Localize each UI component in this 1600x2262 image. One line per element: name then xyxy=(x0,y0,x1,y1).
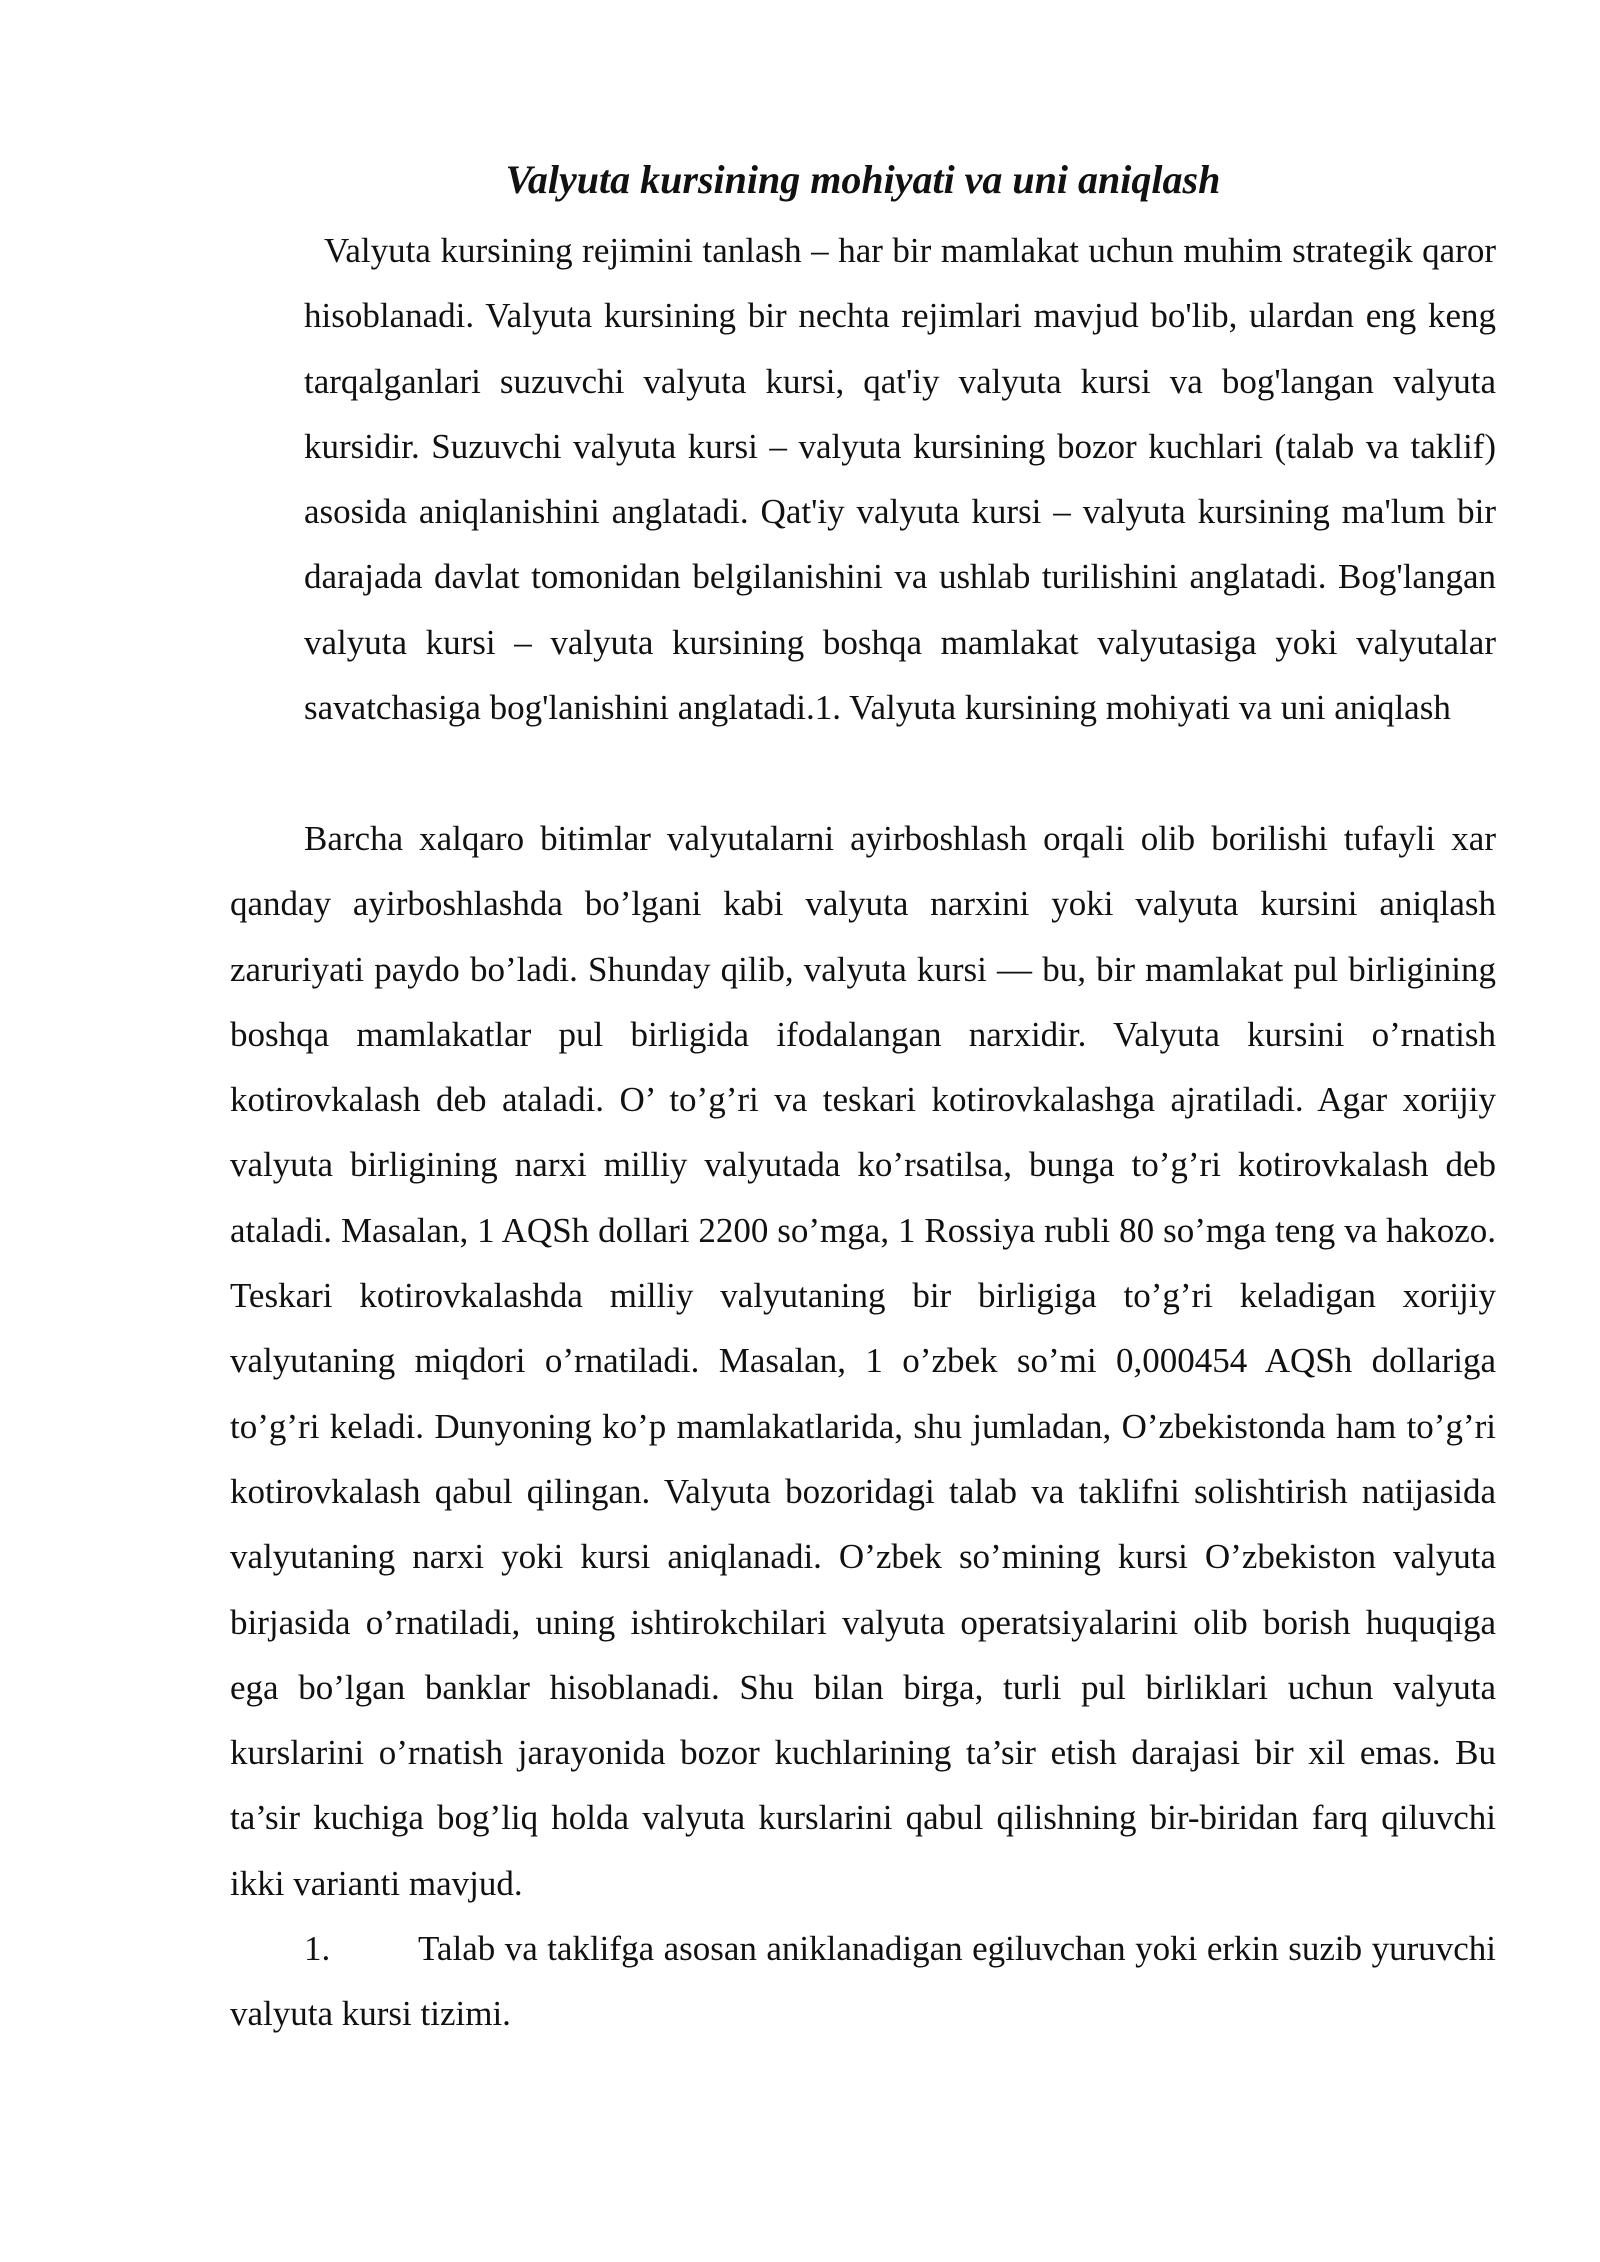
main-block xyxy=(230,806,1496,2047)
document-title: Valyuta kursining mohiyati va uni aniqlash xyxy=(505,157,1221,202)
main-paragraph: Barcha xalqaro bitimlar valyutalarni ayirboshlash orqali olib borilishi tufayli xar qanday ayirboshlashda bo’lgani kabi valyuta narxini yoki valyuta kursini aniqlash zaruriyati paydo bo’ladi. Shunday qilib, valyuta kursi — bu, bir mamlakat pul birligining boshqa mamlakatlar pul birligida ifodalangan narxidir. Valyuta kursini o’rnatish kotirovkalash deb ataladi. O’ to’g’ri va teskari kotirovkalashga ajratiladi. Agar xorijiy valyuta birligining narxi milliy valyutada ko’rsatilsa, bunga to’g’ri kotirovkalash deb ataladi. Masalan, 1 AQSh dollari 2200 so’mga, 1 Rossiya rubli 80 so’mga teng va hakozo. Teskari kotirovkalashda milliy valyutaning bir birligiga to’g’ri keladigan xorijiy valyutaning miqdori o’rnatiladi. Masalan, 1 o’zbek so’mi 0,000454 AQSh dollariga to’g’ri keladi. Dunyoning ko’p mamlakatlarida, shu jumladan, O’zbekistonda ham to’g’ri kotirovkalash qabul qilingan. Valyuta bozoridagi talab va taklifni solishtirish natijasida valyutaning narxi yoki kursi aniqlanadi. O’zbek so’mining kursi O’zbekiston valyuta birjasida o’rnatiladi, uning ishtirokchilari valyuta operatsiyalarini olib borish huquqiga ega bo’lgan banklar hisoblanadi. Shu bilan birga, turli pul birliklari uchun valyuta kurslarini o’rnatish jarayonida bozor kuchlarining ta’sir etish darajasi bir xil emas. Bu ta’sir kuchiga bog’liq holda valyuta kurslarini qabul qilishning bir-biridan farq qiluvchi ikki varianti mavjud. xyxy=(230,819,1496,1903)
intro-block xyxy=(304,218,1496,740)
intro-paragraph: Valyuta kursining rejimini tanlash – har bir mamlakat uchun muhim strategik qaror hisoblanadi. Valyuta kursining bir nechta rejimlari mavjud bo'lib, ulardan eng keng tarqalganlari suzuvchi valyuta kursi, qat'iy valyuta kursi va bog'langan valyuta kursidir. Suzuvchi valyuta kursi – valyuta kursining bozor kuchlari (talab va taklif) asosida aniqlanishini anglatadi. Qat'iy valyuta kursi – valyuta kursining ma'lum bir darajada davlat tomonidan belgilanishini va ushlab turilishini anglatadi. Bog'langan valyuta kursi – valyuta kursining boshqa mamlakat valyutasiga yoki valyutalar savatchasiga bog'lanishini anglatadi.1. Valyuta kursining mohiyati va uni aniqlash xyxy=(304,231,1496,728)
list-item xyxy=(230,1916,1496,2047)
list-item-number: 1. xyxy=(304,1929,331,1969)
list-item-text: Talab va taklifga asosan aniklanadigan egiluvchan yoki erkin suzib yuruvchi valyuta kursi tizimi. xyxy=(230,1929,1496,2034)
